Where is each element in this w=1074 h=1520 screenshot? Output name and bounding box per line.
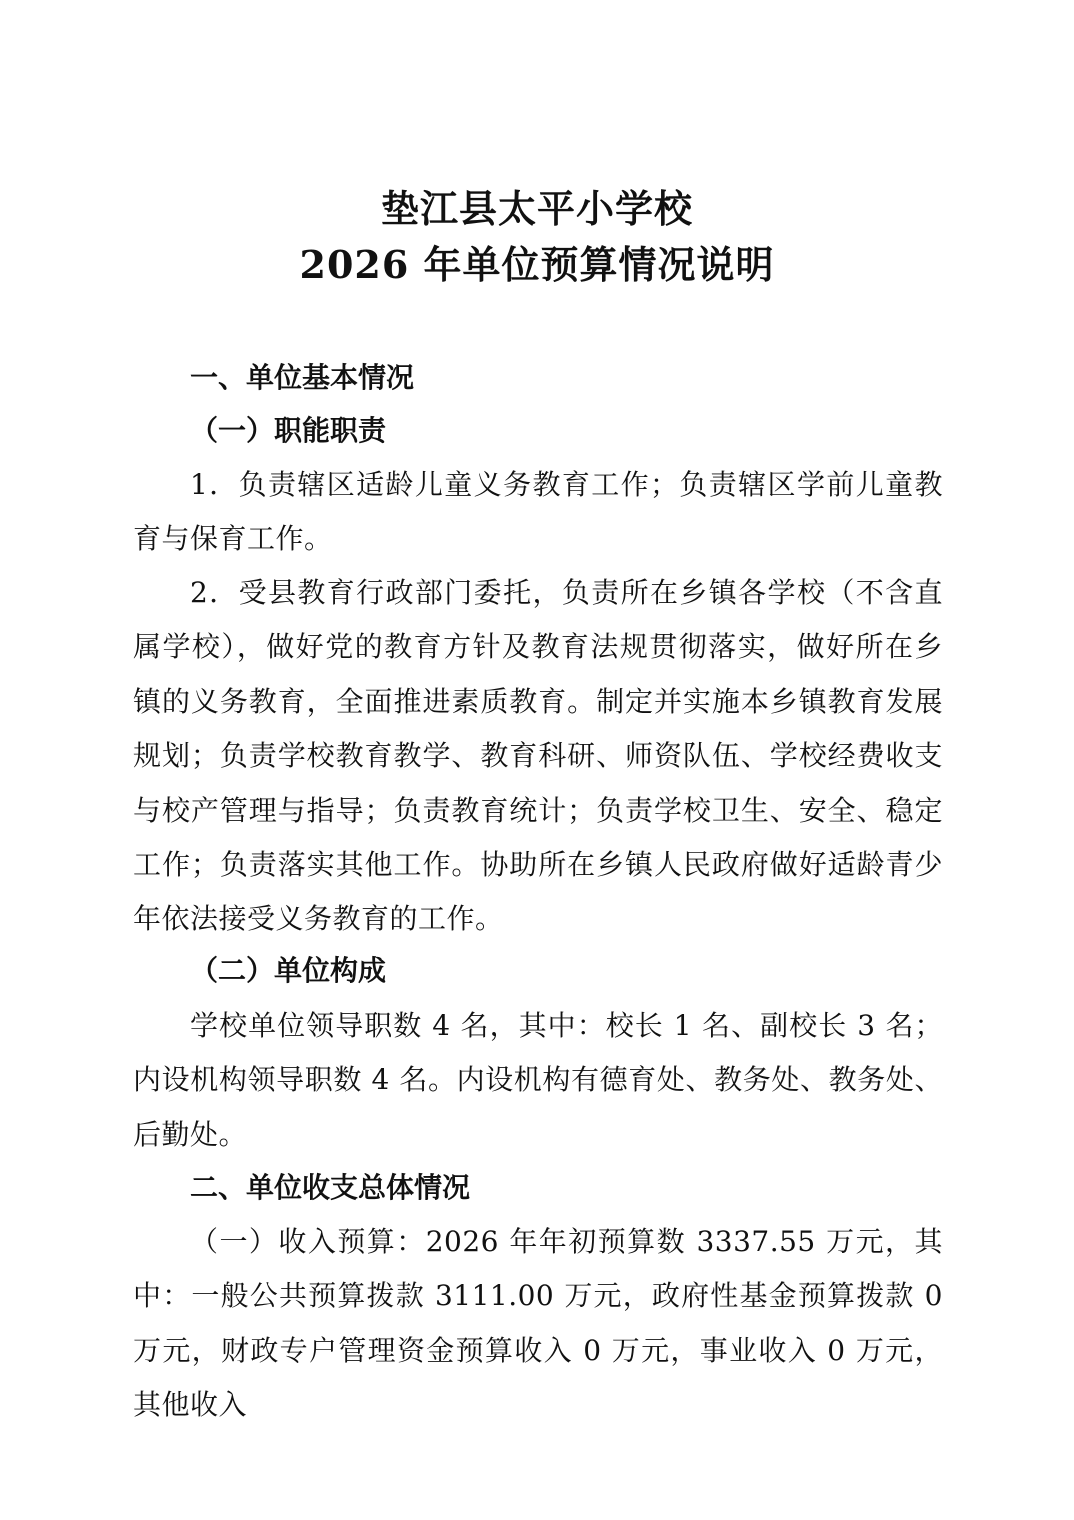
document-title-line2: 2026 年单位预算情况说明 [299,242,775,287]
subsection-heading-duties: （一）职能职责 [190,414,387,447]
paragraph-composition: 学校单位领导职数 4 名，其中：校长 1 名、副校长 3 名；内设机构领导职数 4 名。内设机构有德育处、教务处、教务处、后勤处。 [133,1009,943,1151]
paragraph-duty-1: 1．负责辖区适龄儿童义务教育工作；负责辖区学前儿童教育与保育工作。 [133,468,943,556]
paragraph-duty-2: 2．受县教育行政部门委托，负责所在乡镇各学校（不含直属学校），做好党的教育方针及教育法规贯彻落实，做好所在乡镇的义务教育，全面推进素质教育。制定并实施本乡镇教育发展规划；负责学校教育教学、教育科研、师资队伍、学校经费收支与校产管理与指导；负责教育统计；负责学校卫生、安全、稳定工作；负责落实其他工作。协助所在乡镇人民政府做好适龄青少年依法接受义务教育的工作。 [133,576,943,936]
paragraph-income-budget: （一）收入预算：2026 年年初预算数 3337.55 万元，其中：一般公共预算拨款 3111.00 万元，政府性基金预算拨款 0 万元，财政专户管理资金预算收入 0 万元，事业收入 0 万元，其他收入 [133,1225,943,1422]
subsection-heading-composition: （二）单位构成 [190,954,387,987]
document-title-line1: 垫江县太平小学校 [380,186,693,231]
section-heading-basic-info: 一、单位基本情况 [190,361,415,394]
section-heading-budget-overview: 二、单位收支总体情况 [190,1171,471,1204]
